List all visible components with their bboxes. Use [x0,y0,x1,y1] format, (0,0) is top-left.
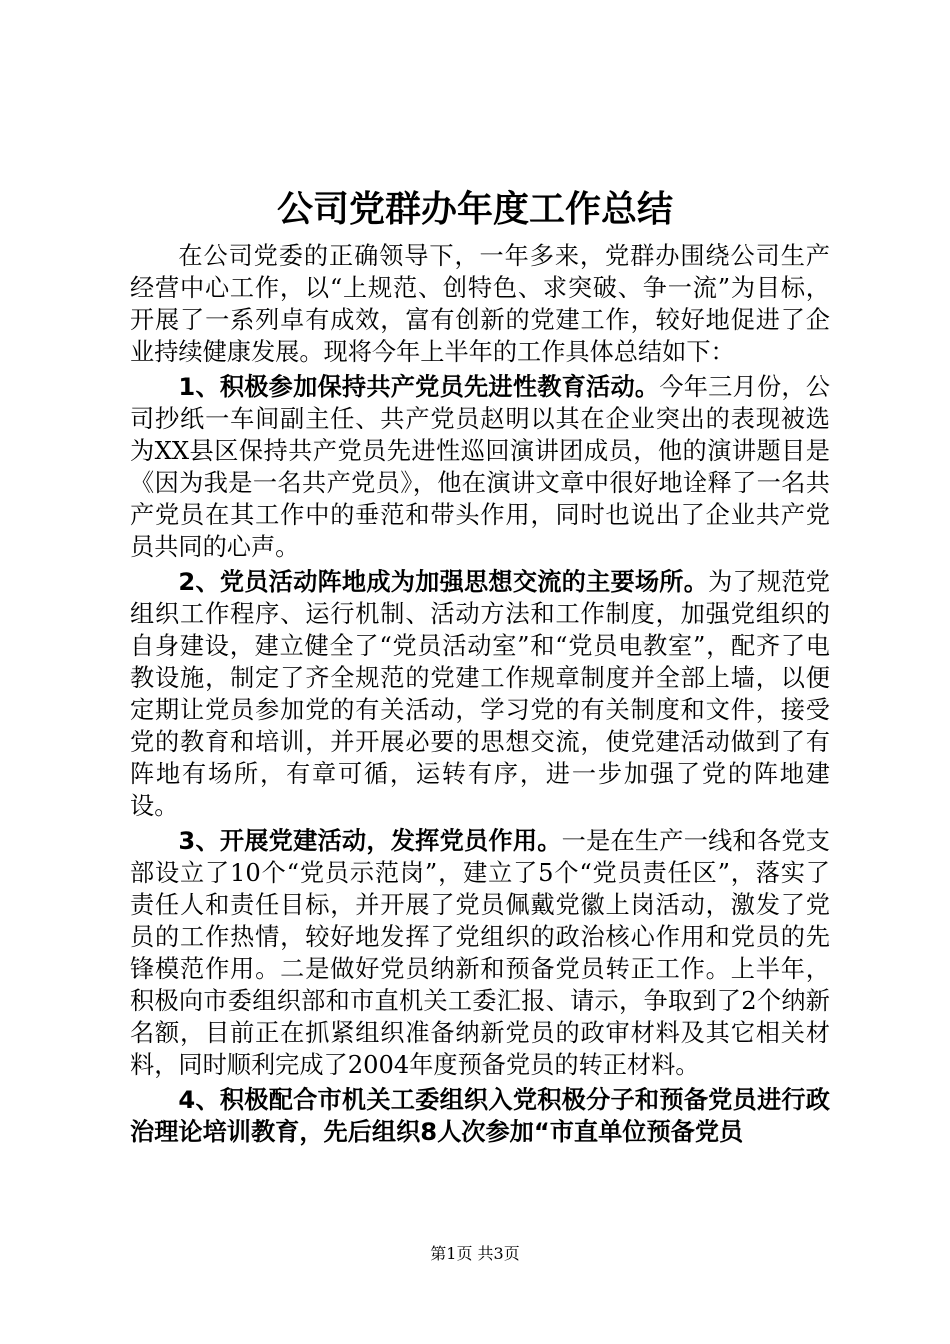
intro-paragraph: 在公司党委的正确领导下，一年多来，党群办围绕公司生产经营中心工作，以“上规范、创特色、求突破、争一流”为目标，开展了一系列卓有成效，富有创新的党建工作，较好地促进了企业持续健康发展。现将今年上半年的工作具体总结如下： [130,242,830,366]
section-heading: 4、积极配合市机关工委组织入党积极分子和预备党员进行政治理论培训教育，先后组织8人次参加“市直单位预备党员 [130,1086,830,1146]
document-body [130,240,830,1151]
section-paragraph-3 [130,825,830,1081]
page-footer: 第1页 共3页 [430,1244,520,1263]
section-body: 一是在生产一线和各党支部设立了10个“党员示范岗”，建立了5个“党员责任区”，落实了责任人和责任目标，并开展了党员佩戴党徽上岗活动，激发了党员的工作热情，较好地发挥了党组织的政治核心作用和党员的先锋模范作用。二是做好党员纳新和预备党员转正工作。上半年，积极向市委组织部和市直机关工委汇报、请示，争取到了2个纳新名额，目前正在抓紧组织准备纳新党员的政审材料及其它相关材料，同时顺利完成了2004年度预备党员的转正材料。 [130,827,830,1079]
section-heading: 1、积极参加保持共产党员先进性教育活动。 [178,373,660,401]
section-paragraph-4 [130,1084,830,1148]
document-title: 公司党群办年度工作总结 [276,189,673,230]
section-body: 为了规范党组织工作程序、运行机制、活动方法和工作制度，加强党组织的自身建设，建立健全了“党员活动室”和“党员电教室”，配齐了电教设施，制定了齐全规范的党建工作规章制度并全部上墙，以便定期让党员参加党的有关活动，学习党的有关制度和文件，接受党的教育和培训，并开展必要的思想交流，使党建活动做到了有阵地有场所，有章可循，运转有序，进一步加强了党的阵地建设。 [130,568,830,820]
section-body: 今年三月份，公司抄纸一车间副主任、共产党员赵明以其在企业突出的表现被选为XX县区保持共产党员先进性巡回演讲团成员，他的演讲题目是《因为我是一名共产党员》，他在演讲文章中很好地诠释了一名共产党员在其工作中的垂范和带头作用，同时也说出了企业共产党员共同的心声。 [130,373,830,561]
section-paragraph-1 [130,371,830,563]
section-heading: 3、开展党建活动，发挥党员作用。 [178,827,562,855]
section-paragraph-2 [130,566,830,822]
section-heading: 2、党员活动阵地成为加强思想交流的主要场所。 [178,568,709,596]
